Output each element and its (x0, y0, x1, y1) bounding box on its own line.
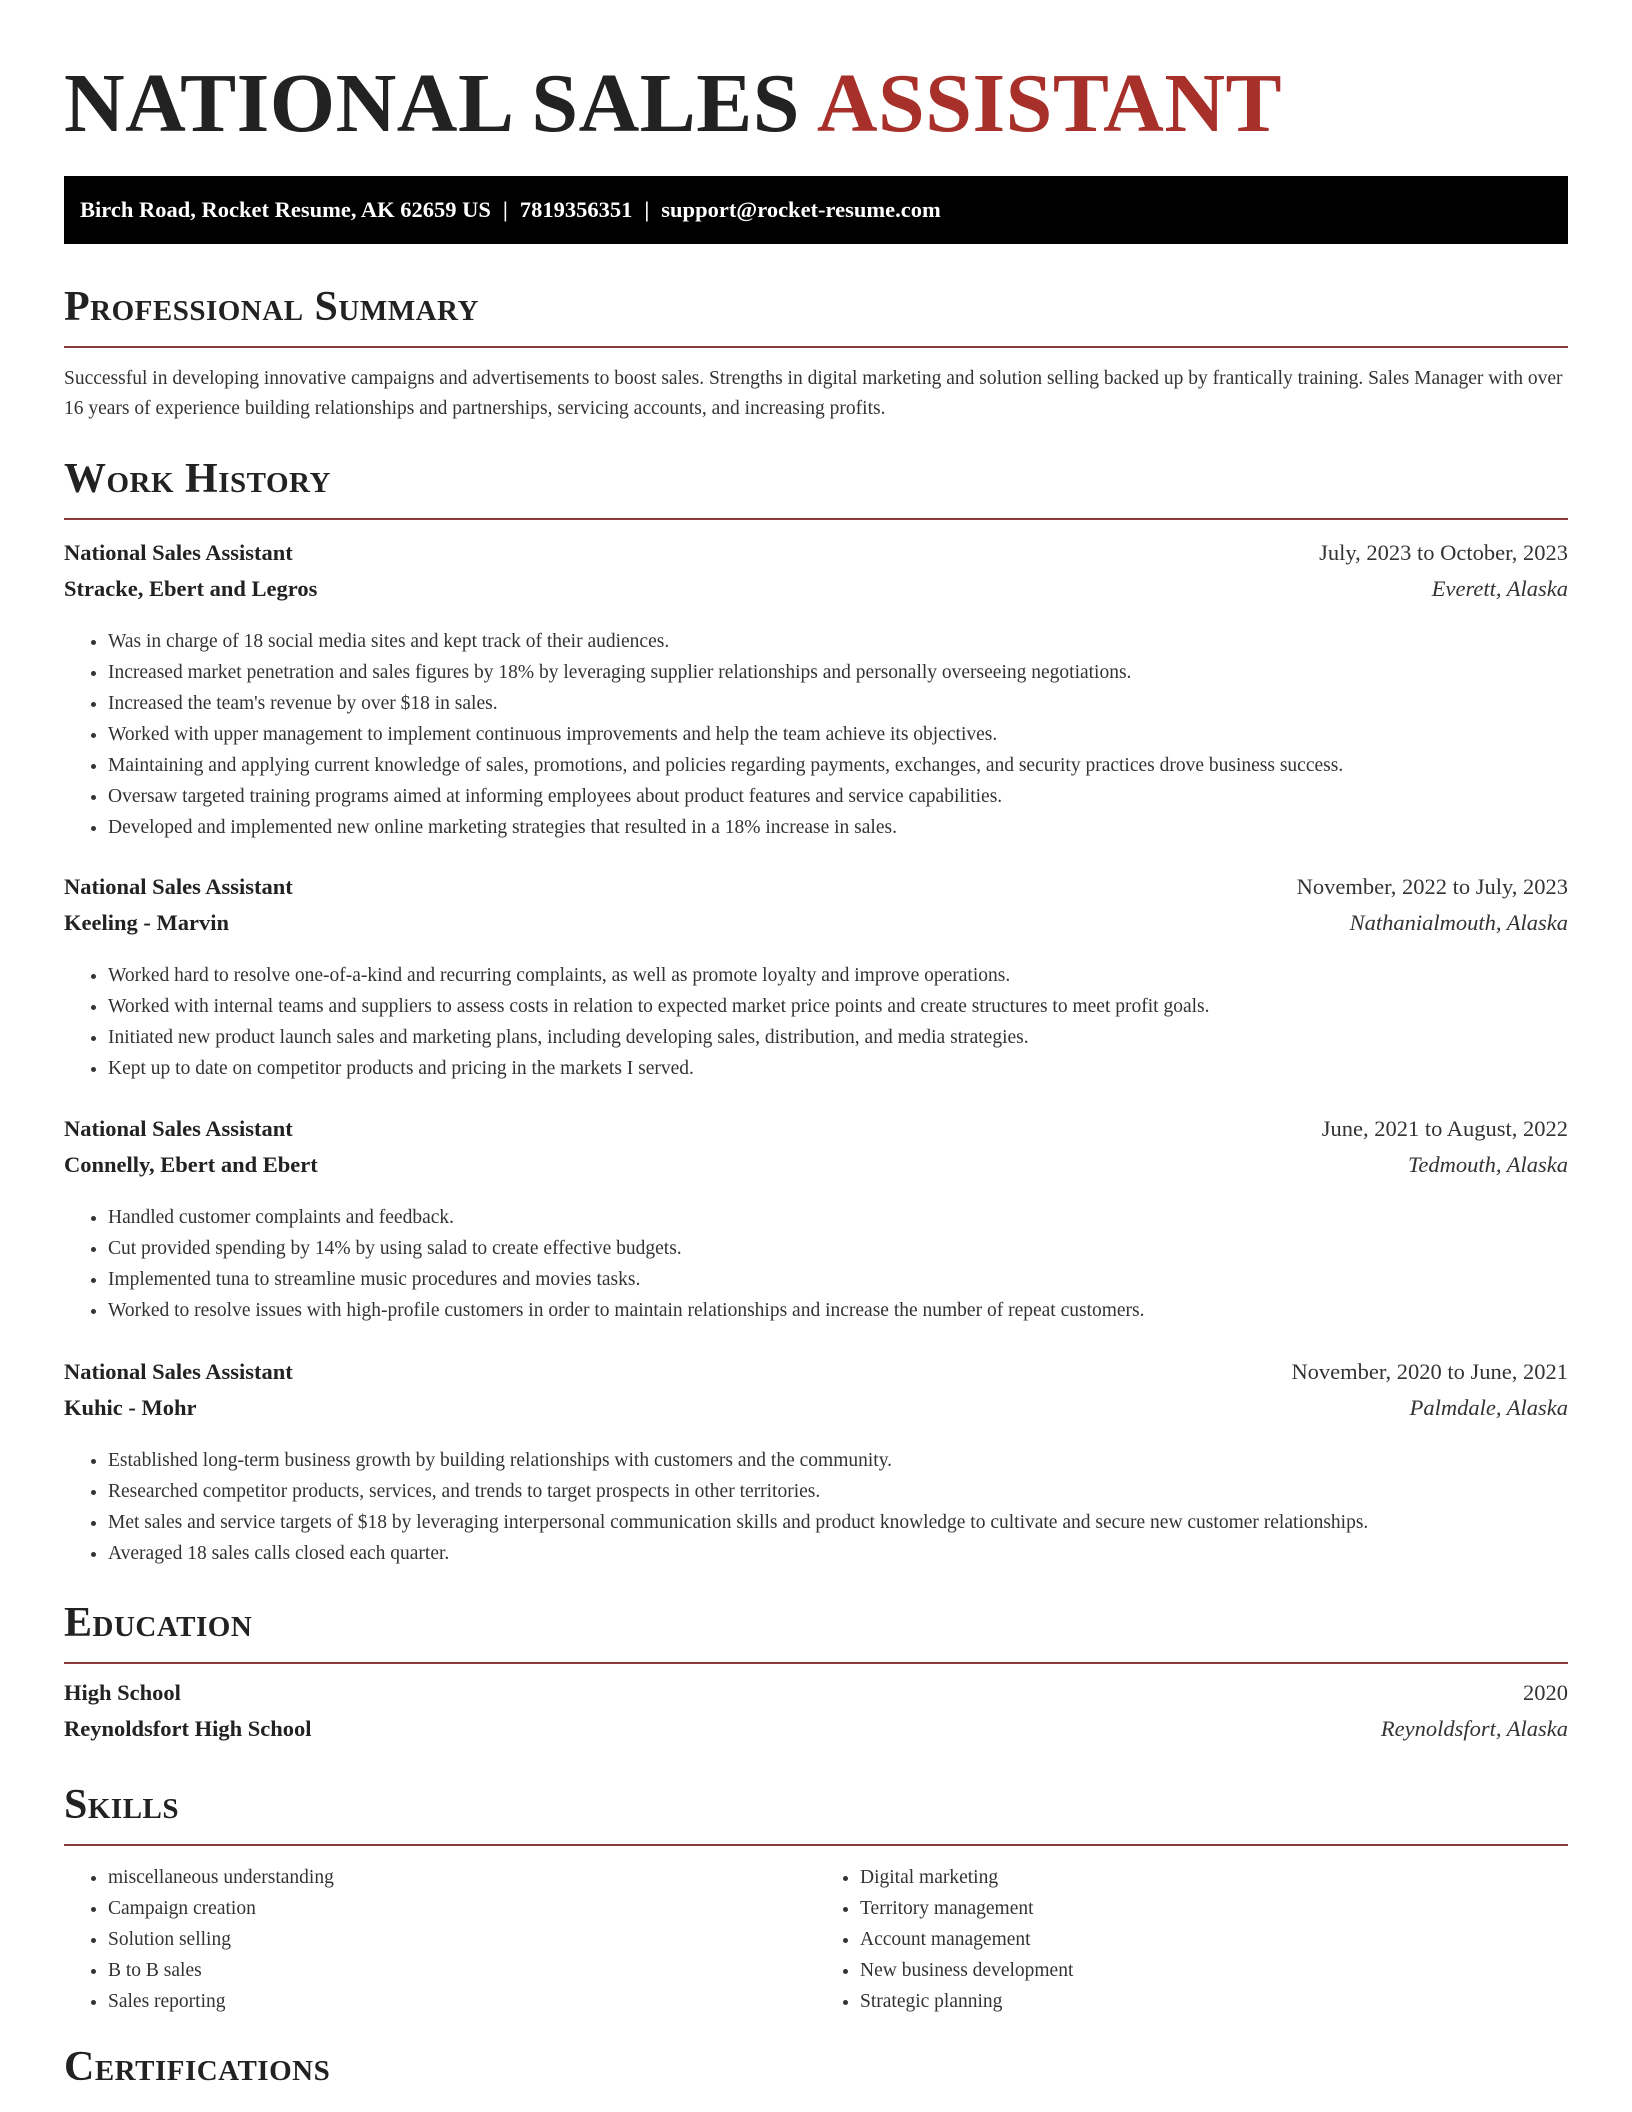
education-header-row (64, 1680, 1568, 1716)
skills-list-left (64, 1862, 816, 2017)
summary-section (64, 282, 1568, 424)
list-item: • Handled customer complaints and feedback. (108, 1202, 1568, 1233)
skills-heading: Skills (64, 1780, 1568, 1846)
job-company-row (64, 1395, 1568, 1431)
list-item: • Account management (860, 1924, 1568, 1955)
job-company: Connelly, Ebert and Ebert (64, 1152, 318, 1177)
job-dates: November, 2022 to July, 2023 (1296, 874, 1568, 899)
job-title: National Sales Assistant (64, 1359, 293, 1384)
contact-phone: 7819356351 (519, 197, 633, 222)
job-location: Palmdale, Alaska (1409, 1395, 1568, 1420)
list-item: • Strategic planning (860, 1986, 1568, 2017)
job-company: Stracke, Ebert and Legros (64, 576, 318, 601)
job-header-row (64, 1116, 1568, 1152)
skills-columns (64, 1862, 1568, 2017)
job-entry (64, 540, 1568, 843)
job-company-row (64, 576, 1568, 612)
job-bullets (64, 1202, 1568, 1326)
job-entry (64, 1116, 1568, 1326)
list-item: • Developed and implemented new online marketing strategies that resulted in a 18% increase in sales. (108, 812, 1568, 843)
work-history-heading: Work History (64, 454, 1568, 520)
job-location: Nathanialmouth, Alaska (1349, 910, 1568, 935)
list-item: • Increased the team's revenue by over $18 in sales. (108, 688, 1568, 719)
job-dates: June, 2021 to August, 2022 (1321, 1116, 1568, 1141)
list-item: • Was in charge of 18 social media sites and kept track of their audiences. (108, 626, 1568, 657)
education-degree: High School (64, 1680, 181, 1705)
job-bullets (64, 1445, 1568, 1569)
list-item: • Researched competitor products, services, and trends to target prospects in other territories. (108, 1476, 1568, 1507)
list-item: • Established long-term business growth by building relationships with customers and the community. (108, 1445, 1568, 1476)
education-location: Reynoldsfort, Alaska (1380, 1716, 1568, 1741)
job-company-row (64, 1152, 1568, 1188)
job-header-row (64, 1359, 1568, 1395)
list-item: • Solution selling (108, 1924, 816, 1955)
job-title: National Sales Assistant (64, 874, 293, 899)
contact-email: support@rocket-resume.com (661, 197, 941, 222)
work-history-section (64, 454, 1568, 520)
title-accent: ASSISTANT (816, 57, 1283, 150)
list-item: • Cut provided spending by 14% by using salad to create effective budgets. (108, 1233, 1568, 1264)
list-item: • miscellaneous understanding (108, 1862, 816, 1893)
education-heading: Education (64, 1598, 1568, 1664)
title-main: NATIONAL SALES (64, 57, 801, 150)
resume-title (64, 56, 1282, 152)
contact-separator: | (502, 197, 508, 222)
skills-section (64, 1780, 1568, 2017)
list-item: • Digital marketing (860, 1862, 1568, 1893)
contact-address: Birch Road, Rocket Resume, AK 62659 US (80, 197, 491, 222)
list-item: • Oversaw targeted training programs aimed at informing employees about product features and service capabilities. (108, 781, 1568, 812)
list-item: • Territory management (860, 1893, 1568, 1924)
job-bullets (64, 626, 1568, 843)
list-item: • Worked with internal teams and suppliers to assess costs in relation to expected market price points and create structures to meet profit goals. (108, 991, 1568, 1022)
education-school: Reynoldsfort High School (64, 1716, 312, 1741)
job-company: Kuhic - Mohr (64, 1395, 197, 1420)
job-title: National Sales Assistant (64, 540, 293, 565)
job-dates: November, 2020 to June, 2021 (1291, 1359, 1568, 1384)
list-item: • New business development (860, 1955, 1568, 1986)
list-item: • Increased market penetration and sales figures by 18% by leveraging supplier relationships and personally overseeing negotiations. (108, 657, 1568, 688)
job-entry (64, 874, 1568, 1084)
job-bullets (64, 960, 1568, 1084)
list-item: • Met sales and service targets of $18 by leveraging interpersonal communication skills and product knowledge to cultivate and secure new customer relationships. (108, 1507, 1568, 1538)
list-item: • Worked to resolve issues with high-profile customers in order to maintain relationships and increase the number of repeat customers. (108, 1295, 1568, 1326)
education-section (64, 1598, 1568, 1752)
job-entry (64, 1359, 1568, 1569)
job-title: National Sales Assistant (64, 1116, 293, 1141)
education-entry (64, 1680, 1568, 1752)
list-item: • Implemented tuna to streamline music procedures and movies tasks. (108, 1264, 1568, 1295)
skills-list-right (816, 1862, 1568, 2017)
certifications-section (64, 2042, 1568, 2106)
list-item: • Kept up to date on competitor products and pricing in the markets I served. (108, 1053, 1568, 1084)
list-item: • Averaged 18 sales calls closed each quarter. (108, 1538, 1568, 1569)
education-year: 2020 (1523, 1680, 1568, 1705)
list-item: • Worked hard to resolve one-of-a-kind and recurring complaints, as well as promote loyalty and improve operations. (108, 960, 1568, 991)
job-header-row (64, 540, 1568, 576)
list-item: • Campaign creation (108, 1893, 816, 1924)
list-item: • B to B sales (108, 1955, 816, 1986)
list-item: • Maintaining and applying current knowledge of sales, promotions, and policies regarding payments, exchanges, and security practices drove business success. (108, 750, 1568, 781)
contact-bar (64, 176, 1568, 244)
certifications-heading: Certifications (64, 2044, 331, 2090)
list-item: • Worked with upper management to implement continuous improvements and help the team achieve its objectives. (108, 719, 1568, 750)
list-item: • Initiated new product launch sales and marketing plans, including developing sales, distribution, and media strategies. (108, 1022, 1568, 1053)
job-dates: July, 2023 to October, 2023 (1319, 540, 1568, 565)
summary-text: Successful in developing innovative campaigns and advertisements to boost sales. Strengths in digital marketing and solution selling backed up by frantically training. Sales Manager with over 16 years of experience building relationships and partnerships, servicing accounts, and increasing profits. (64, 368, 1563, 419)
job-company-row (64, 910, 1568, 946)
job-company: Keeling - Marvin (64, 910, 229, 935)
contact-separator: | (644, 197, 650, 222)
job-header-row (64, 874, 1568, 910)
list-item: • Sales reporting (108, 1986, 816, 2017)
education-school-row (64, 1716, 1568, 1752)
job-location: Everett, Alaska (1431, 576, 1568, 601)
job-location: Tedmouth, Alaska (1407, 1152, 1568, 1177)
summary-heading: Professional Summary (64, 282, 1568, 348)
